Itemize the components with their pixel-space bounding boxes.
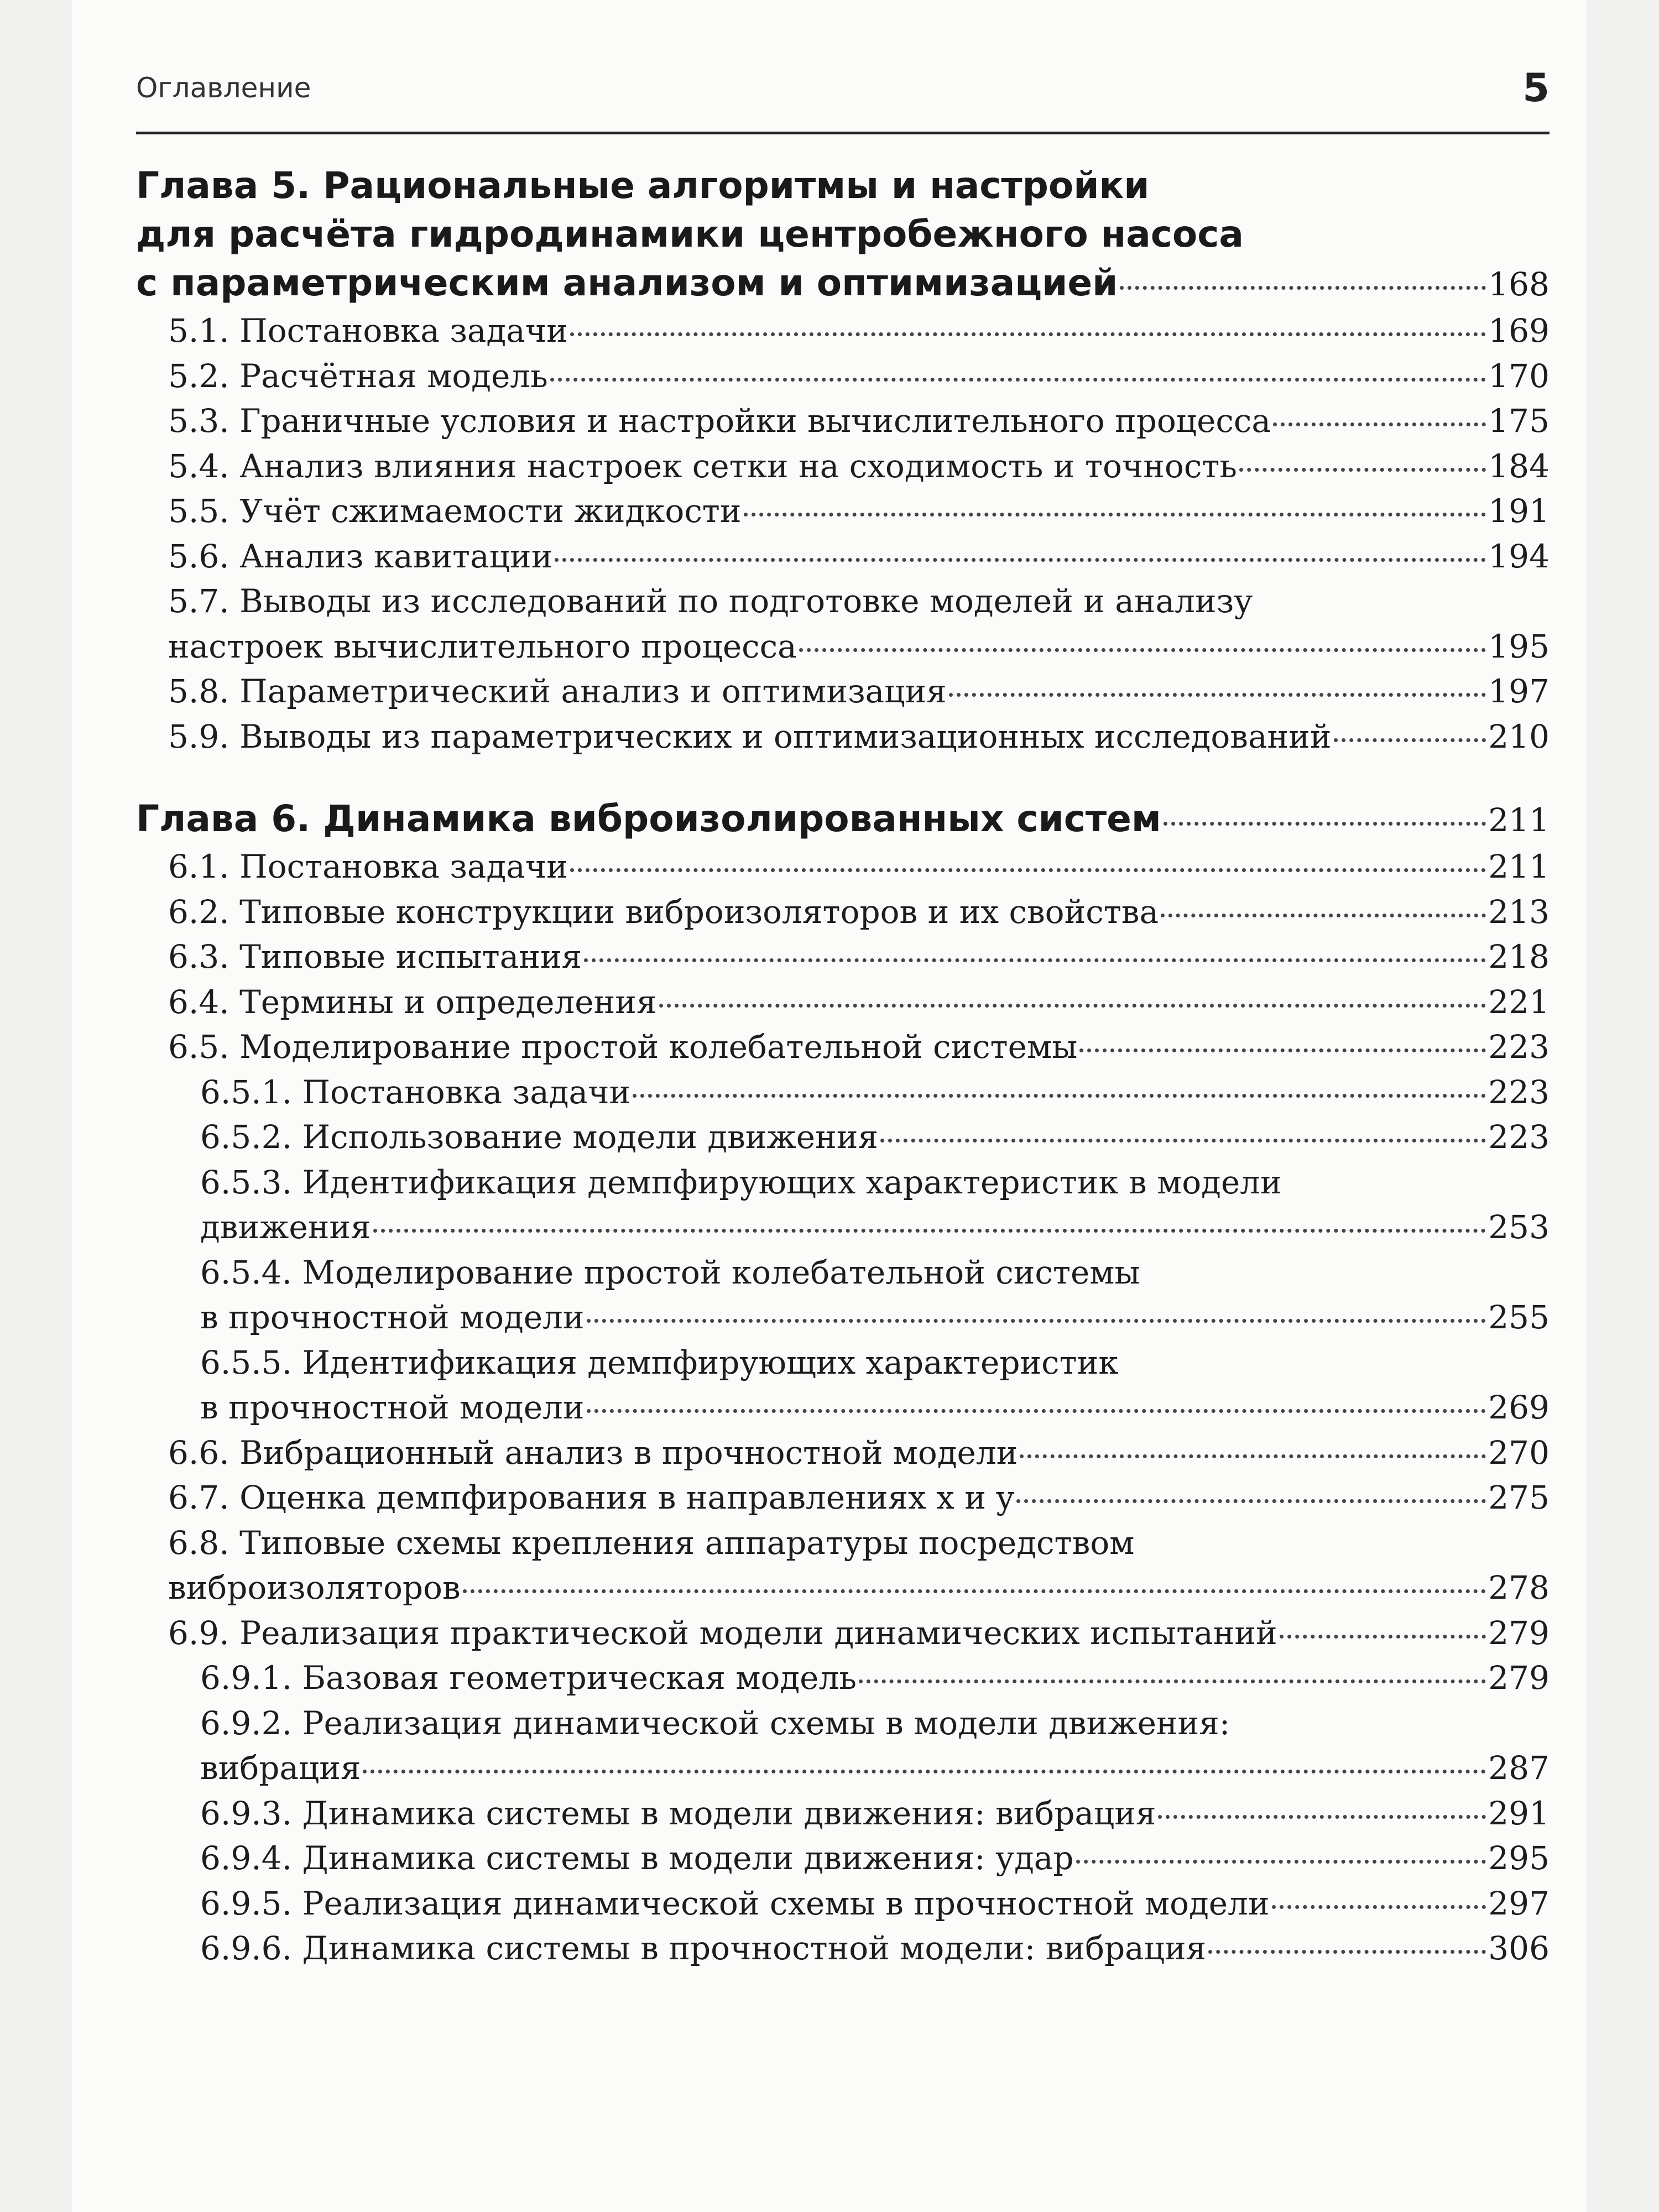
- toc-entry-text: 6.5.2. Использование модели движения: [200, 1118, 878, 1156]
- toc-entry-text: 6.5.3. Идентификация демпфирующих характеристик в модели: [200, 1163, 1282, 1201]
- toc-entry-page: 221: [1488, 983, 1550, 1021]
- toc-entry: [136, 1475, 1550, 1521]
- toc-entry-page: 191: [1488, 492, 1550, 530]
- toc-entry: [136, 1025, 1550, 1070]
- toc-entry-page: 184: [1488, 447, 1550, 485]
- chapter-gap: [136, 759, 1550, 795]
- toc-entry-page: 170: [1488, 357, 1550, 395]
- toc-entry-text: 5.2. Расчётная модель: [168, 357, 548, 395]
- running-title: Оглавление: [136, 72, 311, 104]
- dot-leader: [1272, 1905, 1486, 1909]
- toc-entry: [136, 1881, 1550, 1927]
- toc-entry-page: 223: [1488, 1073, 1550, 1111]
- dot-leader: [1273, 422, 1486, 426]
- toc-entry-text: 6.9.6. Динамика системы в прочностной модели: вибрация: [200, 1929, 1207, 1967]
- toc-entry: [136, 624, 1550, 670]
- dot-leader: [859, 1679, 1486, 1683]
- toc-entry-text: 5.5. Учёт сжимаемости жидкости: [168, 492, 742, 530]
- toc-entry: [136, 669, 1550, 714]
- toc-entry: [136, 1070, 1550, 1115]
- dot-leader: [949, 693, 1486, 697]
- toc-entry-text: 6.8. Типовые схемы крепления аппаратуры посредством: [168, 1524, 1135, 1562]
- toc-entry-text: 6.4. Термины и определения: [168, 983, 657, 1021]
- toc-entry-page: 195: [1488, 627, 1550, 665]
- toc-entry: [136, 489, 1550, 534]
- dot-leader: [1076, 1860, 1486, 1864]
- dot-leader: [799, 648, 1486, 652]
- toc-entry-page: 169: [1488, 312, 1550, 349]
- toc-entry: [136, 1431, 1550, 1476]
- toc-entry-text: 6.2. Типовые конструкции виброизоляторов и их свойства: [168, 893, 1159, 931]
- toc-entry: [136, 399, 1550, 444]
- toc-entry-page: 306: [1488, 1929, 1550, 1967]
- toc-entry: [136, 980, 1550, 1025]
- chapter-heading-text: Глава 6. Динамика виброизолированных систем: [136, 797, 1161, 840]
- dot-leader: [1280, 1635, 1486, 1639]
- toc-entry-page: 275: [1488, 1479, 1550, 1516]
- chapter-heading: [136, 259, 1550, 309]
- toc-entry: [136, 1385, 1550, 1431]
- dot-leader: [659, 1004, 1486, 1008]
- toc-entry-page: 291: [1488, 1794, 1550, 1832]
- toc-entry-text: 6.5.4. Моделирование простой колебательной системы: [200, 1253, 1140, 1291]
- toc-entry-page: 279: [1488, 1614, 1550, 1652]
- dot-leader: [880, 1139, 1486, 1142]
- toc-entry-page: 223: [1488, 1028, 1550, 1066]
- toc-entry: [136, 1566, 1550, 1611]
- toc-entry-text: движения: [200, 1208, 371, 1246]
- dot-leader: [550, 378, 1486, 382]
- toc-entry-page: 295: [1488, 1839, 1550, 1877]
- dot-leader: [587, 1409, 1486, 1413]
- toc-entry: [136, 1611, 1550, 1656]
- dot-leader: [1239, 468, 1486, 472]
- toc-entry-page: 269: [1488, 1389, 1550, 1426]
- toc-entry-text: 6.5.1. Постановка задачи: [200, 1073, 631, 1111]
- toc-entry-text: 5.9. Выводы из параметрических и оптимизационных исследований: [168, 717, 1332, 755]
- toc-entry: [136, 1656, 1550, 1701]
- chapter-title-line: для расчёта гидродинамики центробежного насоса: [136, 213, 1244, 255]
- toc-entry: [136, 890, 1550, 935]
- toc-entry-page: 194: [1488, 537, 1550, 575]
- toc-entry-page: 287: [1488, 1749, 1550, 1787]
- chapter-heading-text: с параметрическим анализом и оптимизацией: [136, 262, 1118, 304]
- toc-entry-text: 6.5.5. Идентификация демпфирующих характеристик: [200, 1343, 1119, 1381]
- toc-entry-page: 255: [1488, 1298, 1550, 1336]
- page-number: 5: [1522, 65, 1550, 111]
- toc-entry-text: в прочностной модели: [200, 1389, 585, 1426]
- dot-leader: [1120, 286, 1486, 290]
- dot-leader: [570, 332, 1486, 336]
- toc-entry-page: 210: [1488, 717, 1550, 755]
- dot-leader: [1161, 914, 1486, 917]
- dot-leader: [373, 1229, 1486, 1233]
- dot-leader: [555, 558, 1486, 562]
- toc-entry-text: 6.7. Оценка демпфирования в направлениях x и y: [168, 1479, 1015, 1516]
- toc-entry-text: 6.9.3. Динамика системы в модели движения: вибрация: [200, 1794, 1156, 1832]
- toc-entry: [136, 935, 1550, 980]
- toc-entry: [136, 1791, 1550, 1837]
- toc-entry-text: виброизоляторов: [168, 1569, 461, 1606]
- toc-entry-text: настроек вычислительного процесса: [168, 627, 797, 665]
- toc-entry-page: 211: [1488, 848, 1550, 885]
- toc-entry-text: 6.9.2. Реализация динамической схемы в модели движения:: [200, 1704, 1230, 1742]
- toc-entry-page: 253: [1488, 1208, 1550, 1246]
- toc-entry-text: 5.3. Граничные условия и настройки вычислительного процесса: [168, 402, 1271, 440]
- toc-entry-text: вибрация: [200, 1749, 361, 1787]
- table-of-contents: [136, 161, 1550, 1971]
- toc-entry: [136, 1836, 1550, 1881]
- chapter-heading: [136, 795, 1550, 844]
- toc-entry-page: 297: [1488, 1884, 1550, 1922]
- toc-entry-text: 6.9. Реализация практической модели динамических испытаний: [168, 1614, 1277, 1652]
- toc-entry-text: 5.8. Параметрический анализ и оптимизация: [168, 672, 947, 710]
- toc-entry: [136, 1205, 1550, 1250]
- toc-entry-text: в прочностной модели: [200, 1298, 585, 1336]
- toc-entry-text: 6.6. Вибрационный анализ в прочностной модели: [168, 1433, 1018, 1472]
- dot-leader: [1334, 738, 1486, 742]
- toc-entry-text: 5.1. Постановка задачи: [168, 312, 568, 349]
- dot-leader: [1016, 1499, 1486, 1503]
- toc-entry-text: 6.9.4. Динамика системы в модели движения: удар: [200, 1839, 1074, 1877]
- toc-entry-text: 6.1. Постановка задачи: [168, 848, 568, 885]
- toc-entry-text: 6.9.1. Базовая геометрическая модель: [200, 1659, 857, 1697]
- toc-entry: [136, 444, 1550, 489]
- book-page: [72, 0, 1587, 2212]
- dot-leader: [584, 958, 1486, 962]
- dot-leader: [587, 1319, 1486, 1323]
- toc-entry-text: 6.5. Моделирование простой колебательной системы: [168, 1028, 1078, 1066]
- toc-entry-text: 5.4. Анализ влияния настроек сетки на сходимость и точность: [168, 447, 1237, 485]
- chapter-heading-page: 211: [1488, 801, 1550, 839]
- toc-entry: [136, 309, 1550, 354]
- toc-entry: [136, 714, 1550, 760]
- dot-leader: [633, 1094, 1486, 1098]
- dot-leader: [363, 1770, 1486, 1773]
- dot-leader: [1079, 1048, 1486, 1052]
- toc-entry-page: 218: [1488, 938, 1550, 975]
- dot-leader: [744, 513, 1486, 517]
- dot-leader: [1208, 1950, 1486, 1954]
- toc-entry-page: 270: [1488, 1433, 1550, 1472]
- dot-leader: [463, 1589, 1486, 1593]
- chapter-title-line: Глава 5. Рациональные алгоритмы и настройки: [136, 164, 1150, 207]
- toc-entry-text: 5.7. Выводы из исследований по подготовке моделей и анализу: [168, 582, 1253, 620]
- toc-entry-text: 6.9.5. Реализация динамической схемы в прочностной модели: [200, 1884, 1270, 1922]
- toc-entry-text: 5.6. Анализ кавитации: [168, 537, 553, 575]
- toc-entry: [136, 1115, 1550, 1160]
- toc-entry: [136, 354, 1550, 399]
- toc-entry: [136, 1926, 1550, 1971]
- dot-leader: [1164, 822, 1486, 826]
- toc-entry-page: 279: [1488, 1659, 1550, 1697]
- toc-entry-page: 278: [1488, 1569, 1550, 1606]
- toc-entry: [136, 1746, 1550, 1791]
- toc-entry: [136, 1295, 1550, 1340]
- running-head: [136, 65, 1550, 134]
- toc-entry-page: 197: [1488, 672, 1550, 710]
- toc-entry-page: 175: [1488, 402, 1550, 440]
- toc-entry-page: 223: [1488, 1118, 1550, 1156]
- dot-leader: [1020, 1454, 1486, 1458]
- chapter-heading-page: 168: [1488, 265, 1550, 303]
- toc-entry-page: 213: [1488, 893, 1550, 931]
- dot-leader: [570, 868, 1486, 872]
- toc-entry: [136, 534, 1550, 580]
- toc-entry-text: 6.3. Типовые испытания: [168, 938, 582, 975]
- toc-entry: [136, 844, 1550, 890]
- dot-leader: [1158, 1815, 1486, 1819]
